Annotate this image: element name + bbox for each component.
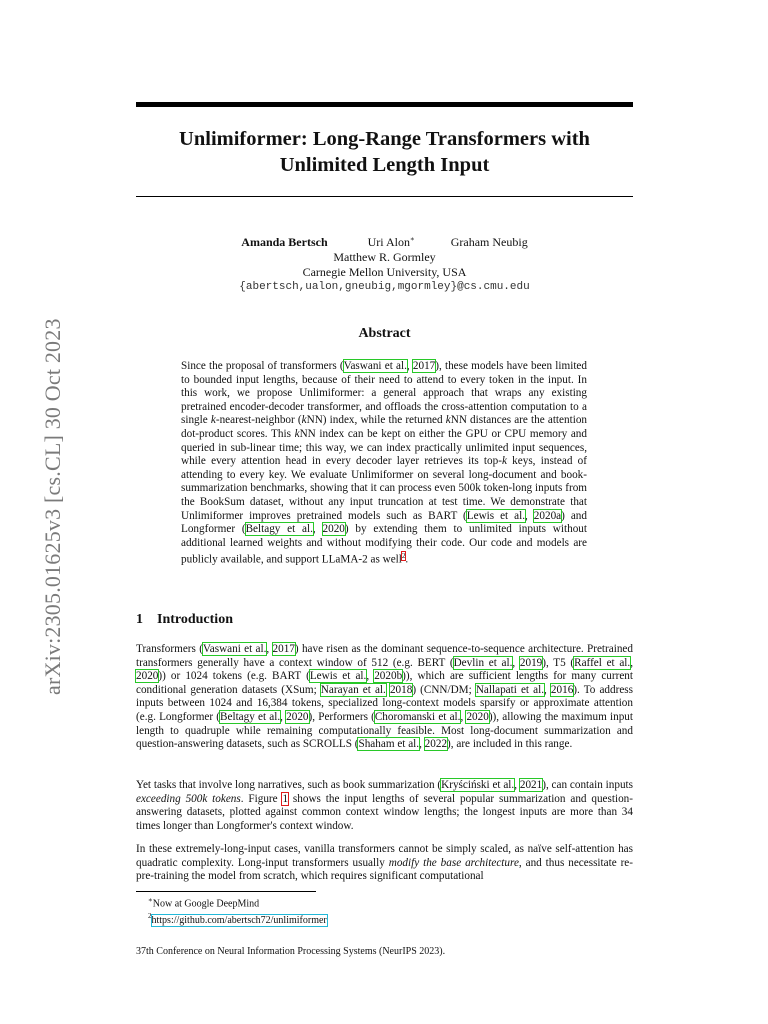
citation-link[interactable]: 2020 [286, 710, 309, 723]
body-text: )) or 1024 tokens (e.g. BART ( [158, 670, 310, 683]
author-1: Amanda Bertsch [241, 235, 328, 249]
body-text: ), T5 ( [542, 656, 575, 669]
intro-paragraph-1 [136, 643, 633, 752]
footnote-1-mark: ∗ [148, 896, 153, 904]
body-text: ) (CNN/DM; [412, 683, 476, 696]
author-2-footnote-mark: ∗ [409, 235, 415, 243]
figure-link-1[interactable]: 1 [282, 792, 289, 805]
abstract-k: k [301, 414, 307, 427]
body-text: Yet tasks that involve long narratives, such as book summarization ( [136, 779, 442, 791]
abstract-text: NN) index, while the returned [306, 414, 446, 427]
citation-link[interactable]: 2021 [519, 779, 543, 791]
abstract-text: , [406, 360, 413, 372]
citation-link-lewis[interactable]: Lewis et al. [466, 509, 526, 522]
footnote-link-2[interactable]: 2 [401, 552, 406, 561]
body-text: In these extremely-long-input cases, vanilla transformers cannot be simply scaled, as naïve self-attention has quadratic complexity. Long-input transformers usually [136, 843, 633, 869]
body-text: shows the input lengths of several popular summarization and question-answering datasets, plotted against common context window lengths; the longest inputs are more than 34 times longer than Longformer's context window. [136, 792, 633, 832]
citation-link[interactable]: Shaham et al. [358, 738, 420, 751]
author-emails: {abertsch,ualon,gneubig,mgormley}@cs.cmu.edu [239, 281, 530, 293]
citation-link[interactable]: Choromanski et al. [374, 710, 461, 723]
affiliation: Carnegie Mellon University, USA [302, 265, 467, 279]
abstract-text: NN distances are the attention dot-product scores. This [181, 414, 588, 440]
title-top-rule [136, 102, 633, 107]
title-line-1: Unlimiformer: Long-Range Transformers with [179, 128, 590, 150]
body-text: , and thus necessitate re-pre-training the model from scratch, which requires significant computational [136, 856, 634, 883]
abstract-k: k [501, 455, 507, 468]
body-text: , [514, 779, 520, 791]
abstract-text: Since the proposal of transformers ( [181, 360, 344, 372]
body-text: , [419, 738, 425, 751]
body-text: , [366, 670, 375, 683]
section-number: 1 [136, 612, 143, 627]
author-3: Graham Neubig [450, 235, 528, 249]
body-text: ), can contain inputs [542, 779, 634, 791]
citation-text: Vaswani et al. [343, 360, 407, 372]
citation-link[interactable]: Beltagy et al. [220, 710, 281, 723]
author-4: Matthew R. Gormley [333, 250, 436, 264]
citation-link[interactable]: Narayan et al. [320, 683, 386, 696]
body-text: , [544, 683, 551, 696]
citation-link[interactable]: Raffel et al. [574, 656, 631, 669]
body-text-emphasis: exceeding 500k tokens [136, 792, 241, 805]
author-names [136, 232, 633, 250]
abstract-text: . [405, 554, 409, 567]
citation-link-vaswani[interactable] [344, 360, 407, 372]
citation-link-beltagy[interactable]: Beltagy et al. [245, 523, 313, 536]
author-2 [368, 232, 415, 250]
author-2-name: Uri Alon [367, 235, 410, 249]
author-block [136, 232, 633, 295]
citation-link[interactable]: Devlin et al. [453, 656, 513, 669]
citation-link-beltagy-year[interactable]: 2020 [322, 523, 345, 536]
abstract-text: NN index can be kept on either the GPU or CPU memory and queried in sub-linear time; this way, we can index practically unlimited input sequences, while every attention head in every decoder layer retrieves its top- [181, 427, 587, 468]
body-text: , [266, 643, 273, 655]
footnote-1 [148, 894, 327, 910]
footnote-2-mark: 2 [148, 912, 152, 921]
abstract-text: keys, instead of attending to every key. We evaluate Unlimiformer on several long-document and book-summarization benchmarks, showing that it can process even 500k token-long inputs from the BookSum dataset, without any input truncation at test time. We demonstrate that Unlimiformer improves pretrained models such as BART ( [181, 455, 588, 522]
footnote-rule [136, 891, 316, 892]
body-text: )), allowing the maximum input length to quadruple while remaining computationally feasible. Most long-document summarization and question-answering datasets, such as SCROLLS ( [136, 710, 633, 751]
footnote-1-text: Now at Google DeepMind [152, 898, 260, 910]
body-text: , [280, 710, 287, 723]
citation-link[interactable]: 2018 [389, 683, 413, 696]
body-text: ) have risen as the dominant sequence-to-sequence architecture. Pretrained transformers generally have a context window of 512 (e.g. BERT ( [136, 643, 633, 669]
citation-link[interactable]: Nallapati et al. [475, 683, 544, 696]
abstract-body [181, 360, 587, 568]
github-url-link[interactable]: https://github.com/abertsch72/unlimiformer [151, 914, 327, 926]
body-text: ), Performers ( [308, 710, 375, 723]
section-heading-introduction [136, 612, 233, 628]
body-text: , [512, 656, 520, 669]
citation-link[interactable]: 2022 [424, 738, 448, 751]
abstract-k: k [210, 414, 216, 427]
title-line-2: Unlimited Length Input [279, 154, 490, 176]
venue-footer: 37th Conference on Neural Information Processing Systems (NeurIPS 2023). [136, 946, 446, 957]
citation-link[interactable]: Vaswani et al. [202, 643, 267, 655]
body-text: ). To address inputs between 1024 and 16,384 tokens, specialized long-context models sparsify or approximate attention (e.g. Longformer ( [136, 683, 633, 723]
abstract-k: k [294, 427, 300, 440]
abstract-text: ) and Longformer ( [181, 509, 587, 536]
intro-paragraph-3 [136, 843, 633, 884]
citation-link-lewis-year[interactable]: 2020a [533, 509, 562, 522]
body-text-emphasis: modify the base architecture [388, 856, 519, 869]
abstract-text: ) by extending them to unlimited inputs without additional learned weights and without modifying their code. Our code and models are publicly available, and support LLaMA-2 as well [181, 523, 587, 567]
citation-link[interactable]: 2016 [550, 683, 574, 696]
citation-link[interactable]: 2019 [519, 656, 543, 669]
citation-link[interactable]: 2020 [136, 670, 159, 683]
abstract-text: , [312, 523, 323, 536]
citation-link[interactable]: 2017 [272, 643, 295, 655]
body-text: ), are included in this range. [447, 738, 573, 751]
citation-link[interactable]: Kryściński et al. [441, 779, 515, 791]
citation-link[interactable]: 2020 [466, 710, 489, 723]
citation-link-vaswani-year[interactable]: 2017 [412, 360, 436, 372]
arxiv-identifier: arXiv:2305.01625v3 [cs.CL] 30 Oct 2023 [40, 318, 65, 695]
abstract-text: ), these models have been limited to bounded input lengths, because of their need to attend to every token in the input. In this work, we propose Unlimiformer: a general approach that wraps any existing pretrained encoder-decoder transformer, and offloads the cross-attention computation to a single [181, 360, 587, 427]
abstract-heading: Abstract [358, 326, 411, 341]
intro-paragraph-2 [136, 779, 633, 833]
citation-link[interactable]: 2020b [374, 670, 403, 683]
citation-link[interactable]: Lewis et al. [309, 670, 367, 683]
body-text: , [630, 656, 634, 669]
paper-title [136, 126, 633, 178]
body-text: , [460, 710, 467, 723]
abstract-text: , [525, 509, 534, 522]
body-text: . Figure [240, 792, 283, 805]
footnotes [148, 894, 327, 927]
section-title: Introduction [157, 612, 233, 627]
abstract-k: k [445, 414, 451, 427]
title-bottom-rule [136, 196, 633, 197]
body-text: )), which are sufficient lengths for many current conditional generation datasets (XSum; [136, 670, 633, 696]
footnote-2 [148, 910, 327, 926]
abstract-text: -nearest-neighbor ( [215, 414, 302, 427]
body-text: Transformers ( [136, 643, 203, 655]
